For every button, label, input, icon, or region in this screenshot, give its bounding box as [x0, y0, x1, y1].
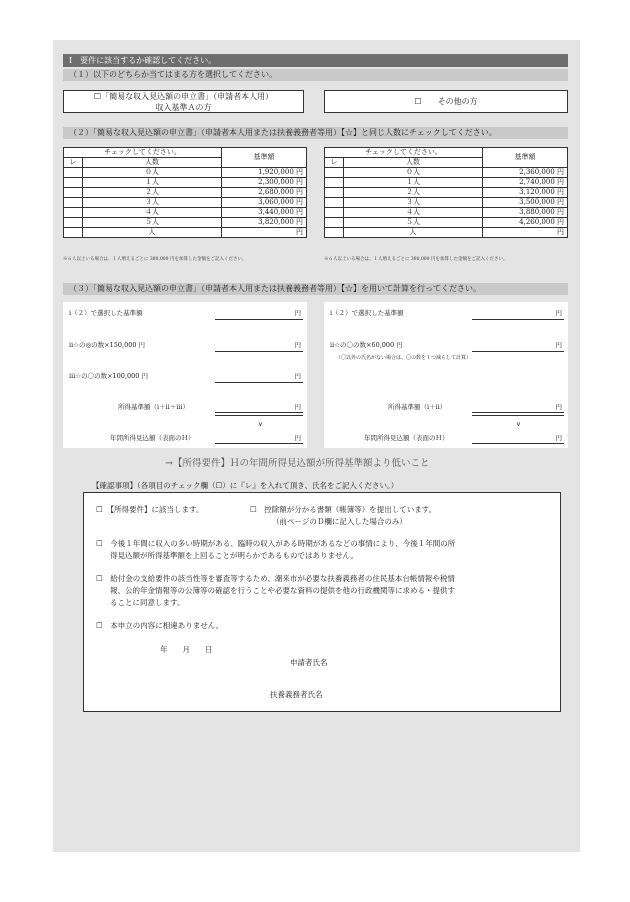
check-cell[interactable]: [325, 168, 344, 178]
table-header-check: チェックしてください。: [64, 148, 222, 158]
table-row: [325, 188, 568, 198]
check-cell[interactable]: [325, 228, 344, 238]
confirm-item-income-requirement[interactable]: ☐ 【所得要件】に該当します。: [96, 505, 204, 514]
step2-heading: （２）「簡易な収入見込額の申立書」（申請者本人用または扶養義務者等用）【☆】と同じ人数にチェックしてください。: [63, 127, 568, 139]
supporter-name-label: 扶養義務者氏名: [270, 690, 323, 699]
calc-right-ii-field[interactable]: [472, 351, 564, 352]
count-cell: ３人: [344, 198, 483, 208]
base-amount-cell: 2,740,000 円: [483, 178, 568, 188]
check-cell[interactable]: [64, 178, 83, 188]
table-row: [64, 168, 307, 178]
base-amount-cell: 3,820,000 円: [222, 218, 307, 228]
confirm-item-consent[interactable]: [96, 573, 455, 609]
calc-left-sum-unit: 円: [294, 403, 301, 411]
table-row: [64, 218, 307, 228]
confirm-item-deduction-docs[interactable]: ☐ 控除額が分かる書類（帳簿等）を提出しています。: [250, 505, 437, 514]
check-cell[interactable]: [64, 208, 83, 218]
table-row: [325, 178, 568, 188]
calc-panel-left: [63, 302, 307, 448]
calc-left-i-unit: 円: [294, 309, 301, 317]
calc-left-ii-field[interactable]: [215, 351, 303, 352]
applicant-name-field[interactable]: [346, 668, 496, 669]
option-other[interactable]: [324, 90, 568, 113]
base-amount-cell: 円: [483, 228, 568, 238]
calc-panel-right: [324, 302, 568, 448]
step1-heading: （１）以下のどちらか当てはまる方を選択してください。: [63, 69, 568, 81]
check-cell[interactable]: [64, 228, 83, 238]
calc-right-h-label: 年間所得見込額（表面のＨ）: [364, 434, 449, 442]
table-header-mark: レ: [325, 158, 344, 168]
base-amount-cell: 1,920,000 円: [222, 168, 307, 178]
calc-right-ii-label: ⅱ☆の〇の数×60,000 円: [330, 341, 403, 349]
check-cell[interactable]: [64, 188, 83, 198]
table-row: [325, 218, 568, 228]
check-cell[interactable]: [325, 178, 344, 188]
calc-right-ii-unit: 円: [555, 341, 562, 349]
confirm-item3-line2: 報、公的年金情報等の公簿等の確認を行うことや必要な資料の提供を他の行政機関等に求める・提供す: [110, 586, 455, 595]
table-header-count: 人数: [83, 158, 222, 168]
table-row: [325, 168, 568, 178]
calc-left-gt: ∨: [258, 420, 263, 428]
table-row: [64, 198, 307, 208]
table-header-mark: レ: [64, 158, 83, 168]
table-row: [325, 208, 568, 218]
option-a-line2: 収入基準Ａの方: [155, 102, 212, 112]
calc-right-sum-unit: 円: [555, 403, 562, 411]
table-row: [64, 228, 307, 238]
table-row: [64, 188, 307, 198]
count-cell: ０人: [344, 168, 483, 178]
table-row: [325, 198, 568, 208]
table-header-count: 人数: [344, 158, 483, 168]
supporter-name-field[interactable]: [346, 700, 496, 701]
check-cell[interactable]: [325, 198, 344, 208]
check-cell[interactable]: [325, 218, 344, 228]
applicant-name-label: 申請者氏名: [290, 658, 328, 667]
calc-right-ii-note: （〇以外の氏名がない場合は、〇の数を１つ減らして計算）: [336, 355, 472, 361]
confirm-box: [83, 492, 561, 712]
table-header-check: チェックしてください。: [325, 148, 483, 158]
count-cell: 人: [83, 228, 222, 238]
calc-left-ii-unit: 円: [294, 341, 301, 349]
table-header-base: 基準額: [483, 148, 568, 168]
base-amount-cell: 2,680,000 円: [222, 188, 307, 198]
base-amount-cell: 2,360,000 円: [483, 168, 568, 178]
count-cell: ４人: [83, 208, 222, 218]
count-cell: ３人: [83, 198, 222, 208]
count-cell: ５人: [344, 218, 483, 228]
table-row: [64, 208, 307, 218]
base-amount-cell: 3,440,000 円: [222, 208, 307, 218]
confirm-item2-line2: 得見込額が所得基準額を上回ることが明らかであるものではありません。: [110, 551, 358, 560]
calc-left-iii-field[interactable]: [215, 382, 303, 383]
calc-left-h-field[interactable]: [215, 443, 303, 444]
confirm-item-no-discrepancy[interactable]: ☐ 本申立の内容に相違ありません。: [96, 621, 224, 630]
calc-right-sum-field[interactable]: [472, 412, 564, 416]
check-cell[interactable]: [64, 168, 83, 178]
calc-right-sum-label: 所得基準額（ⅰ＋ⅱ）: [388, 403, 447, 411]
check-cell[interactable]: [64, 218, 83, 228]
base-amount-cell: 円: [222, 228, 307, 238]
base-amount-cell: 4,260,000 円: [483, 218, 568, 228]
count-cell: １人: [83, 178, 222, 188]
confirm-item-deduction-note: （前ページのＤ欄に記入した場合のみ）: [272, 517, 407, 526]
base-amount-table-left: [63, 147, 307, 238]
section-title: Ⅰ 要件に該当するか確認してください。: [63, 54, 568, 67]
calc-right-h-unit: 円: [555, 434, 562, 442]
step3-heading: （３）「簡易な収入見込額の申立書」（申請者本人用または扶養義務者等用）【☆】を用いて計算を行ってください。: [63, 283, 568, 295]
confirm-item2-line1: ☐ 今後１年間に収入の多い時期がある、臨時の収入がある時期があるなどの事情により、今後１年間の所: [96, 539, 456, 548]
calc-left-iii-label: ⅲ☆の〇の数×100,000 円: [69, 372, 148, 380]
option-income-standard-a[interactable]: [63, 90, 304, 113]
calc-right-gt: ∨: [516, 420, 521, 428]
table-left-body: [64, 168, 307, 238]
base-amount-cell: 2,300,000 円: [222, 178, 307, 188]
option-a-line1: ☐「簡易な収入見込額の申立書」（申請者本人用）: [93, 91, 274, 101]
calc-right-i-unit: 円: [555, 309, 562, 317]
calc-right-i-label: ⅰ（２）で選択した基準額: [330, 309, 404, 317]
base-amount-cell: 3,120,000 円: [483, 188, 568, 198]
table-note-right: ※６人以上いる場合は、１人増えるごとに 380,000 円を加算した金額をご記入ください。: [324, 257, 508, 262]
income-requirement-text: →【所得要件】Ｈの年間所得見込額が所得基準額より低いこと: [165, 458, 430, 469]
table-header-base: 基準額: [222, 148, 307, 168]
calc-left-sum-label: 所得基準額（ⅰ＋ⅱ＋ⅲ）: [118, 403, 189, 411]
count-cell: ０人: [83, 168, 222, 178]
calc-left-h-label: 年間所得見込額（表面のＨ）: [110, 434, 195, 442]
base-amount-table-right: [324, 147, 568, 238]
base-amount-cell: 3,880,000 円: [483, 208, 568, 218]
check-cell[interactable]: [64, 198, 83, 208]
confirm-item3-line3: ることに同意します。: [110, 598, 185, 607]
confirm-title: 【確認事項】（各項目のチェック欄（☐）に『レ』を入れて頂き、氏名をご記入ください。）: [92, 481, 399, 490]
base-amount-cell: 3,500,000 円: [483, 198, 568, 208]
calc-left-iii-unit: 円: [294, 372, 301, 380]
calc-left-h-unit: 円: [294, 434, 301, 442]
calc-right-h-field[interactable]: [472, 443, 564, 444]
check-cell[interactable]: [325, 208, 344, 218]
calc-left-i-field[interactable]: [215, 319, 303, 320]
calc-right-i-field[interactable]: [472, 319, 564, 320]
base-amount-cell: 3,060,000 円: [222, 198, 307, 208]
count-cell: ２人: [83, 188, 222, 198]
confirm-item-income-forecast[interactable]: [96, 538, 455, 562]
count-cell: １人: [344, 178, 483, 188]
option-b-label: ☐ その他の方: [414, 97, 478, 106]
table-note-left: ※６人以上いる場合は、１人増えるごとに 380,000 円を加算した金額をご記入ください。: [63, 257, 247, 262]
calc-left-ii-label: ⅱ☆の◎の数×150,000 円: [69, 341, 146, 349]
table-row: [325, 228, 568, 238]
check-cell[interactable]: [325, 188, 344, 198]
count-cell: ４人: [344, 208, 483, 218]
count-cell: 人: [344, 228, 483, 238]
calc-left-sum-field[interactable]: [215, 412, 303, 416]
table-right-body: [325, 168, 568, 238]
calc-left-i-label: ⅰ（２）で選択した基準額: [69, 309, 143, 317]
count-cell: ２人: [344, 188, 483, 198]
date-field[interactable]: 年 月 日: [160, 645, 213, 654]
table-row: [64, 178, 307, 188]
confirm-item3-line1: ☐ 給付金の支給要件の該当性等を審査等するため、潮来市が必要な扶養義務者の住民基本台帳情報や税情: [96, 574, 455, 583]
count-cell: ５人: [83, 218, 222, 228]
